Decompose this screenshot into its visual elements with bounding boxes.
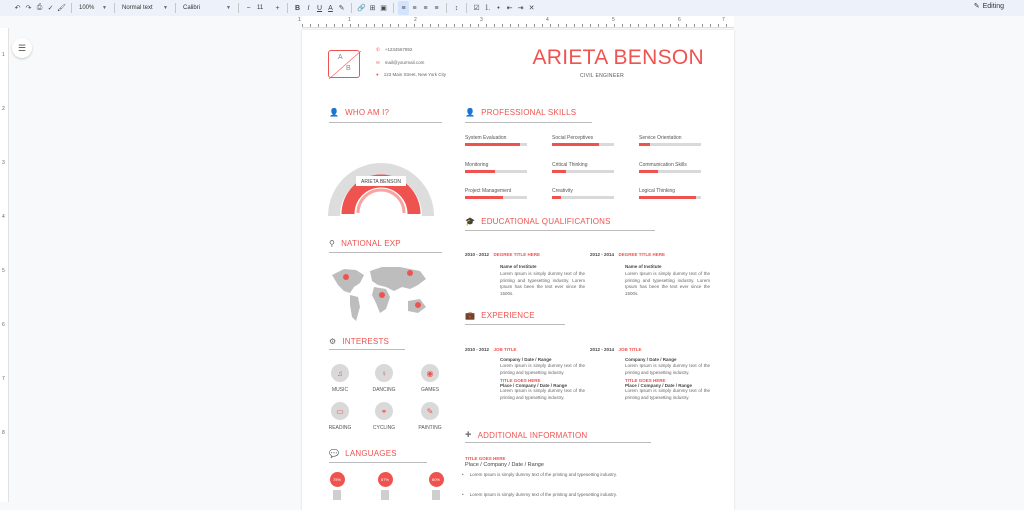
ruler-tick bbox=[566, 24, 567, 27]
skill-item bbox=[465, 188, 527, 199]
vertical-ruler-label: 2 bbox=[2, 106, 5, 112]
skill-bar bbox=[465, 170, 527, 173]
underline-icon[interactable]: U bbox=[316, 4, 323, 12]
align-left-icon[interactable]: ≡ bbox=[398, 1, 409, 15]
ruler-tick bbox=[686, 24, 687, 27]
ruler-tick bbox=[494, 24, 495, 27]
skill-bar-fill bbox=[552, 170, 566, 173]
chevron-down-icon: ▼ bbox=[163, 5, 168, 11]
skill-item bbox=[552, 162, 614, 173]
edu-degree: DEGREE TITLE HERE bbox=[618, 252, 665, 257]
ruler-tick bbox=[726, 24, 727, 27]
music-icon: ♫ bbox=[331, 364, 349, 382]
ruler-tick bbox=[350, 24, 351, 27]
exp-company: Company / Date / Range bbox=[500, 357, 552, 362]
divider bbox=[329, 462, 427, 463]
education-title: EDUCATIONAL QUALIFICATIONS bbox=[481, 217, 611, 226]
ruler-label: 5 bbox=[612, 17, 615, 23]
skill-bar-fill bbox=[639, 170, 658, 173]
skill-item bbox=[639, 188, 701, 199]
vertical-ruler[interactable] bbox=[0, 28, 9, 502]
font-value: Calibri bbox=[183, 5, 201, 11]
logo-letter-a: A bbox=[338, 54, 343, 61]
bulleted-list-icon[interactable]: • bbox=[497, 4, 500, 12]
vertical-ruler-label: 4 bbox=[2, 214, 5, 220]
vertical-ruler-label: 3 bbox=[2, 160, 5, 166]
briefcase-icon: 💼 bbox=[465, 311, 476, 320]
font-size-value: 11 bbox=[257, 5, 264, 11]
experience-heading bbox=[465, 311, 535, 320]
skill-label: Creativity bbox=[552, 188, 573, 194]
exp-desc-2: Lorem Ipsum is simply dummy text of the printing and typesetting industry. bbox=[625, 388, 710, 400]
national-exp-title: NATIONAL EXP bbox=[341, 239, 401, 248]
painting-icon: ✎ bbox=[421, 402, 439, 420]
national-exp-heading bbox=[329, 239, 401, 248]
additional-info-heading bbox=[465, 429, 587, 441]
interest-label: MUSIC bbox=[331, 387, 349, 393]
bold-icon[interactable]: B bbox=[294, 4, 301, 12]
ruler-tick bbox=[638, 24, 639, 27]
chevron-down-icon: ▼ bbox=[102, 5, 107, 11]
ruler-tick bbox=[326, 24, 327, 27]
skill-bar bbox=[465, 196, 527, 199]
document-page[interactable] bbox=[302, 30, 734, 510]
who-am-i-title: WHO AM I? bbox=[345, 108, 390, 117]
email-text: mail@yourmail.com bbox=[384, 60, 425, 65]
word-cloud-name: ARIETA BENSON bbox=[361, 179, 401, 185]
divider bbox=[465, 122, 592, 123]
zoom-select[interactable] bbox=[76, 2, 110, 14]
bullet-item bbox=[462, 472, 617, 477]
language-percent: 75% bbox=[330, 472, 345, 487]
ruler-tick bbox=[454, 24, 455, 27]
ruler-tick bbox=[694, 24, 695, 27]
decrease-size-icon[interactable]: − bbox=[246, 4, 251, 12]
interest-label: CYCLING bbox=[372, 425, 396, 431]
graduation-cap-icon: 🎓 bbox=[465, 217, 476, 226]
skill-label: Critical Thinking bbox=[552, 162, 588, 168]
ruler-tick bbox=[462, 24, 463, 27]
edu-institute: Name of Institute bbox=[625, 264, 662, 269]
email-icon: ✉ bbox=[376, 60, 380, 65]
bullet-text: Lorem Ipsum is simply dummy text of the printing and typesetting industry. bbox=[469, 492, 618, 497]
ruler-tick bbox=[446, 24, 447, 27]
experience-entry bbox=[465, 338, 585, 401]
skill-bar-fill bbox=[465, 170, 495, 173]
additional-info-title: ADDITIONAL INFORMATION bbox=[477, 430, 588, 440]
language-item bbox=[377, 472, 393, 500]
games-icon: ◉ bbox=[421, 364, 439, 382]
contact-email bbox=[376, 60, 424, 66]
vertical-ruler-label: 1 bbox=[2, 52, 5, 58]
edu-desc: Lorem Ipsum is simply dummy text of the printing and typesetting industry. Lorem Ipsum has been the text ever since the 1500s. bbox=[500, 271, 585, 296]
ruler-tick bbox=[590, 24, 591, 27]
edu-institute: Name of Institute bbox=[500, 264, 537, 269]
exp-title: JOB TITLE bbox=[618, 347, 642, 352]
bullet-text: Lorem Ipsum is simply dummy text of the printing and typesetting industry. bbox=[469, 472, 618, 477]
skill-label: Logical Thinking bbox=[639, 188, 676, 194]
ruler-tick bbox=[398, 24, 399, 27]
language-bar bbox=[381, 490, 389, 500]
resume-name: ARIETA BENSON bbox=[532, 46, 704, 69]
spellcheck-icon[interactable]: ✓ bbox=[47, 5, 54, 12]
ruler-tick bbox=[302, 24, 303, 27]
ruler-tick bbox=[550, 24, 551, 27]
ruler-label: 1 bbox=[298, 17, 301, 23]
increase-indent-icon[interactable]: ⇥ bbox=[517, 5, 524, 12]
skill-bar-fill bbox=[639, 196, 696, 199]
exp-company-2: Place / Company / Date / Range bbox=[500, 383, 568, 388]
ruler-tick bbox=[382, 24, 383, 27]
ruler-tick bbox=[710, 24, 711, 27]
ruler-tick bbox=[542, 24, 543, 27]
ruler-tick bbox=[342, 24, 343, 27]
divider bbox=[329, 349, 405, 350]
exp-company: Company / Date / Range bbox=[625, 357, 677, 362]
ruler-tick bbox=[702, 24, 703, 27]
edu-years: 2012 - 2014 bbox=[590, 252, 615, 257]
ruler-tick bbox=[502, 24, 503, 27]
world-map bbox=[330, 261, 432, 325]
ruler-tick bbox=[374, 24, 375, 27]
vertical-ruler-label: 5 bbox=[2, 268, 5, 274]
interest-item bbox=[411, 402, 449, 431]
skill-bar-fill bbox=[639, 143, 650, 146]
skill-bar bbox=[552, 170, 614, 173]
toolbar bbox=[0, 0, 1024, 16]
divider bbox=[329, 252, 442, 253]
exp-desc-2: Lorem Ipsum is simply dummy text of the printing and typesetting industry. bbox=[500, 388, 585, 400]
ruler-tick bbox=[422, 24, 423, 27]
skill-bar-fill bbox=[465, 196, 503, 199]
languages-heading bbox=[329, 449, 397, 458]
ruler-tick bbox=[614, 24, 615, 27]
skill-item bbox=[465, 162, 527, 173]
interest-item bbox=[365, 364, 403, 393]
ruler-tick bbox=[318, 24, 319, 27]
italic-icon[interactable]: I bbox=[307, 4, 310, 12]
skill-item bbox=[552, 188, 614, 199]
logo-box bbox=[328, 50, 360, 78]
skill-bar bbox=[639, 196, 701, 199]
interest-item bbox=[321, 364, 359, 393]
skill-label: Communication Skills bbox=[639, 162, 687, 168]
editing-mode-button[interactable] bbox=[974, 2, 1004, 10]
reading-icon: ▭ bbox=[331, 402, 349, 420]
vertical-ruler-label: 8 bbox=[2, 430, 5, 436]
exp-title: JOB TITLE bbox=[493, 347, 517, 352]
language-percent: 67% bbox=[378, 472, 393, 487]
ruler-tick bbox=[526, 24, 527, 27]
logo-letter-b: B bbox=[346, 65, 351, 72]
redo-icon[interactable]: ↷ bbox=[25, 5, 32, 12]
interests-icon: ⚙ bbox=[329, 337, 337, 346]
ruler-tick bbox=[662, 24, 663, 27]
ruler-tick bbox=[606, 24, 607, 27]
vertical-ruler-label: 7 bbox=[2, 376, 5, 382]
language-percent: 60% bbox=[429, 472, 444, 487]
ruler-tick bbox=[486, 24, 487, 27]
justify-icon[interactable]: ≡ bbox=[434, 4, 439, 12]
ruler-tick bbox=[598, 24, 599, 27]
ruler-tick bbox=[534, 24, 535, 27]
ruler-tick bbox=[366, 24, 367, 27]
skill-bar bbox=[552, 143, 614, 146]
style-select[interactable] bbox=[119, 2, 171, 14]
word-cloud bbox=[328, 134, 434, 216]
ruler-tick bbox=[574, 24, 575, 27]
skill-item bbox=[639, 162, 701, 173]
ruler-label: 4 bbox=[546, 17, 549, 23]
chevron-down-icon: ▼ bbox=[226, 5, 231, 11]
interest-label: DANCING bbox=[372, 387, 396, 393]
skill-bar-fill bbox=[552, 196, 561, 199]
comment-icon[interactable]: ⊞ bbox=[369, 5, 376, 12]
divider bbox=[329, 122, 442, 123]
contact-phone bbox=[376, 47, 412, 53]
dancing-icon: ♀ bbox=[375, 364, 393, 382]
ruler-label: 3 bbox=[480, 17, 483, 23]
checklist-icon[interactable]: ☑ bbox=[473, 5, 480, 12]
numbered-list-icon[interactable]: ⒈ bbox=[484, 5, 491, 12]
exp-years: 2012 - 2014 bbox=[590, 347, 615, 352]
ruler-tick bbox=[518, 24, 519, 27]
skill-item bbox=[465, 135, 527, 146]
editing-label: Editing bbox=[982, 2, 1004, 10]
skills-title: PROFESSIONAL SKILLS bbox=[481, 108, 577, 117]
ruler-tick bbox=[430, 24, 431, 27]
skill-item bbox=[552, 135, 614, 146]
skill-label: Monitoring bbox=[465, 162, 489, 168]
person-icon: 👤 bbox=[329, 108, 340, 117]
ruler-tick bbox=[670, 24, 671, 27]
ruler-label: 7 bbox=[722, 17, 725, 23]
divider bbox=[465, 442, 651, 443]
skill-bar-fill bbox=[552, 143, 599, 146]
horizontal-ruler[interactable] bbox=[298, 16, 734, 28]
pencil-icon: ✎ bbox=[973, 3, 980, 10]
skill-bar bbox=[639, 170, 701, 173]
ruler-tick bbox=[678, 24, 679, 27]
highlight-icon[interactable]: ✎ bbox=[338, 5, 345, 12]
ruler-tick bbox=[414, 24, 415, 27]
bullet-icon: • bbox=[462, 472, 464, 477]
skill-item bbox=[639, 135, 701, 146]
exp-desc: Lorem Ipsum is simply dummy text of the printing and typesetting industry. bbox=[500, 363, 585, 375]
align-right-icon[interactable]: ≡ bbox=[423, 4, 428, 12]
undo-icon[interactable]: ↶ bbox=[14, 5, 21, 12]
line-spacing-icon[interactable]: ↕ bbox=[454, 4, 459, 12]
languages-title: LANGUAGES bbox=[345, 449, 397, 458]
interests-heading bbox=[329, 337, 389, 346]
experience-title: EXPERIENCE bbox=[481, 311, 535, 320]
skill-bar bbox=[552, 196, 614, 199]
skills-heading bbox=[465, 108, 576, 117]
skill-label: Social Perceptives bbox=[552, 135, 594, 141]
ruler-tick bbox=[510, 24, 511, 27]
phone-icon: ✆ bbox=[376, 47, 380, 52]
vertical-ruler-label: 6 bbox=[2, 322, 5, 328]
interests-title: INTERESTS bbox=[342, 337, 390, 346]
image-icon[interactable]: ▣ bbox=[380, 5, 387, 12]
language-item bbox=[428, 472, 444, 500]
phone-text: +1234567892 bbox=[384, 47, 413, 52]
ruler-tick bbox=[718, 24, 719, 27]
ruler-tick bbox=[654, 24, 655, 27]
resume-role: CIVIL ENGINEER bbox=[580, 73, 625, 79]
ruler-tick bbox=[646, 24, 647, 27]
exp-title-2: TITLE GOES HERE bbox=[500, 378, 541, 383]
language-bar bbox=[333, 490, 341, 500]
address-text: 123 Main Street, New York City bbox=[383, 72, 446, 77]
exp-company-2: Place / Company / Date / Range bbox=[625, 383, 693, 388]
language-item bbox=[329, 472, 345, 500]
interest-label: GAMES bbox=[420, 387, 440, 393]
font-select[interactable] bbox=[180, 2, 234, 14]
link-icon[interactable]: 🔗 bbox=[357, 5, 366, 12]
ruler-tick bbox=[622, 24, 623, 27]
text-color-icon[interactable]: A bbox=[328, 4, 333, 12]
ruler-tick bbox=[334, 24, 335, 27]
bullet-icon: • bbox=[462, 492, 464, 497]
ruler-tick bbox=[358, 24, 359, 27]
who-am-i-heading bbox=[329, 108, 389, 117]
skill-label: System Evaluation bbox=[465, 135, 507, 141]
ruler-label: 2 bbox=[414, 17, 417, 23]
ruler-tick bbox=[310, 24, 311, 27]
ruler-tick bbox=[470, 24, 471, 27]
contact-address bbox=[376, 72, 446, 77]
education-heading bbox=[465, 217, 611, 226]
experience-entry bbox=[590, 338, 710, 401]
skill-bar bbox=[465, 143, 527, 146]
divider bbox=[465, 324, 565, 325]
decrease-indent-icon[interactable]: ⇤ bbox=[506, 5, 513, 12]
ruler-tick bbox=[582, 24, 583, 27]
style-value: Normal text bbox=[122, 5, 153, 11]
ruler-tick bbox=[478, 24, 479, 27]
map-pin-icon: ⚲ bbox=[329, 239, 336, 248]
ruler-tick bbox=[630, 24, 631, 27]
speech-bubble-icon: 💬 bbox=[329, 449, 340, 458]
plus-icon: + bbox=[465, 429, 472, 441]
ruler-label: 6 bbox=[678, 17, 681, 23]
ruler-label: 1 bbox=[348, 17, 351, 23]
education-entry bbox=[465, 243, 585, 297]
clear-formatting-icon[interactable]: ✕ bbox=[528, 5, 535, 12]
edu-degree: DEGREE TITLE HERE bbox=[493, 252, 540, 257]
print-icon[interactable]: ⎙ bbox=[36, 4, 43, 11]
document-outline-icon[interactable]: ☰ bbox=[12, 38, 32, 58]
skill-bar bbox=[639, 143, 701, 146]
bullet-item bbox=[462, 492, 617, 497]
word-cloud-graphic bbox=[328, 134, 434, 216]
font-size-input[interactable] bbox=[254, 2, 272, 14]
interest-item bbox=[411, 364, 449, 393]
location-icon: ● bbox=[376, 72, 379, 77]
edu-years: 2010 - 2012 bbox=[465, 252, 490, 257]
ruler-tick bbox=[438, 24, 439, 27]
interest-item bbox=[321, 402, 359, 431]
skill-label: Service Orientation bbox=[639, 135, 682, 141]
divider bbox=[465, 230, 655, 231]
ruler-tick bbox=[390, 24, 391, 27]
interest-label: READING bbox=[328, 425, 352, 431]
additional-item-title: TITLE GOES HERE bbox=[465, 456, 506, 461]
exp-desc: Lorem Ipsum is simply dummy text of the printing and typesetting industry. bbox=[625, 363, 710, 375]
ruler-tick bbox=[558, 24, 559, 27]
exp-years: 2010 - 2012 bbox=[465, 347, 490, 352]
user-gear-icon: 👤 bbox=[465, 108, 476, 117]
language-bar bbox=[432, 490, 440, 500]
exp-title-2: TITLE GOES HERE bbox=[625, 378, 666, 383]
additional-item-sub: Place / Company / Date / Range bbox=[465, 462, 544, 468]
education-entry bbox=[590, 243, 710, 297]
paint-format-icon[interactable]: 🖌 bbox=[57, 5, 66, 12]
increase-size-icon[interactable]: + bbox=[275, 4, 280, 12]
zoom-value: 100% bbox=[79, 5, 95, 11]
skill-bar-fill bbox=[465, 143, 520, 146]
edu-desc: Lorem Ipsum is simply dummy text of the printing and typesetting industry. Lorem Ipsum has been the text ever since the 1500s. bbox=[625, 271, 710, 296]
align-center-icon[interactable]: ≡ bbox=[412, 4, 417, 12]
skill-label: Project Management bbox=[465, 188, 512, 194]
ruler-tick bbox=[406, 24, 407, 27]
cycling-icon: ⚭ bbox=[375, 402, 393, 420]
interest-item bbox=[365, 402, 403, 431]
interest-label: PAINTING bbox=[418, 425, 442, 431]
